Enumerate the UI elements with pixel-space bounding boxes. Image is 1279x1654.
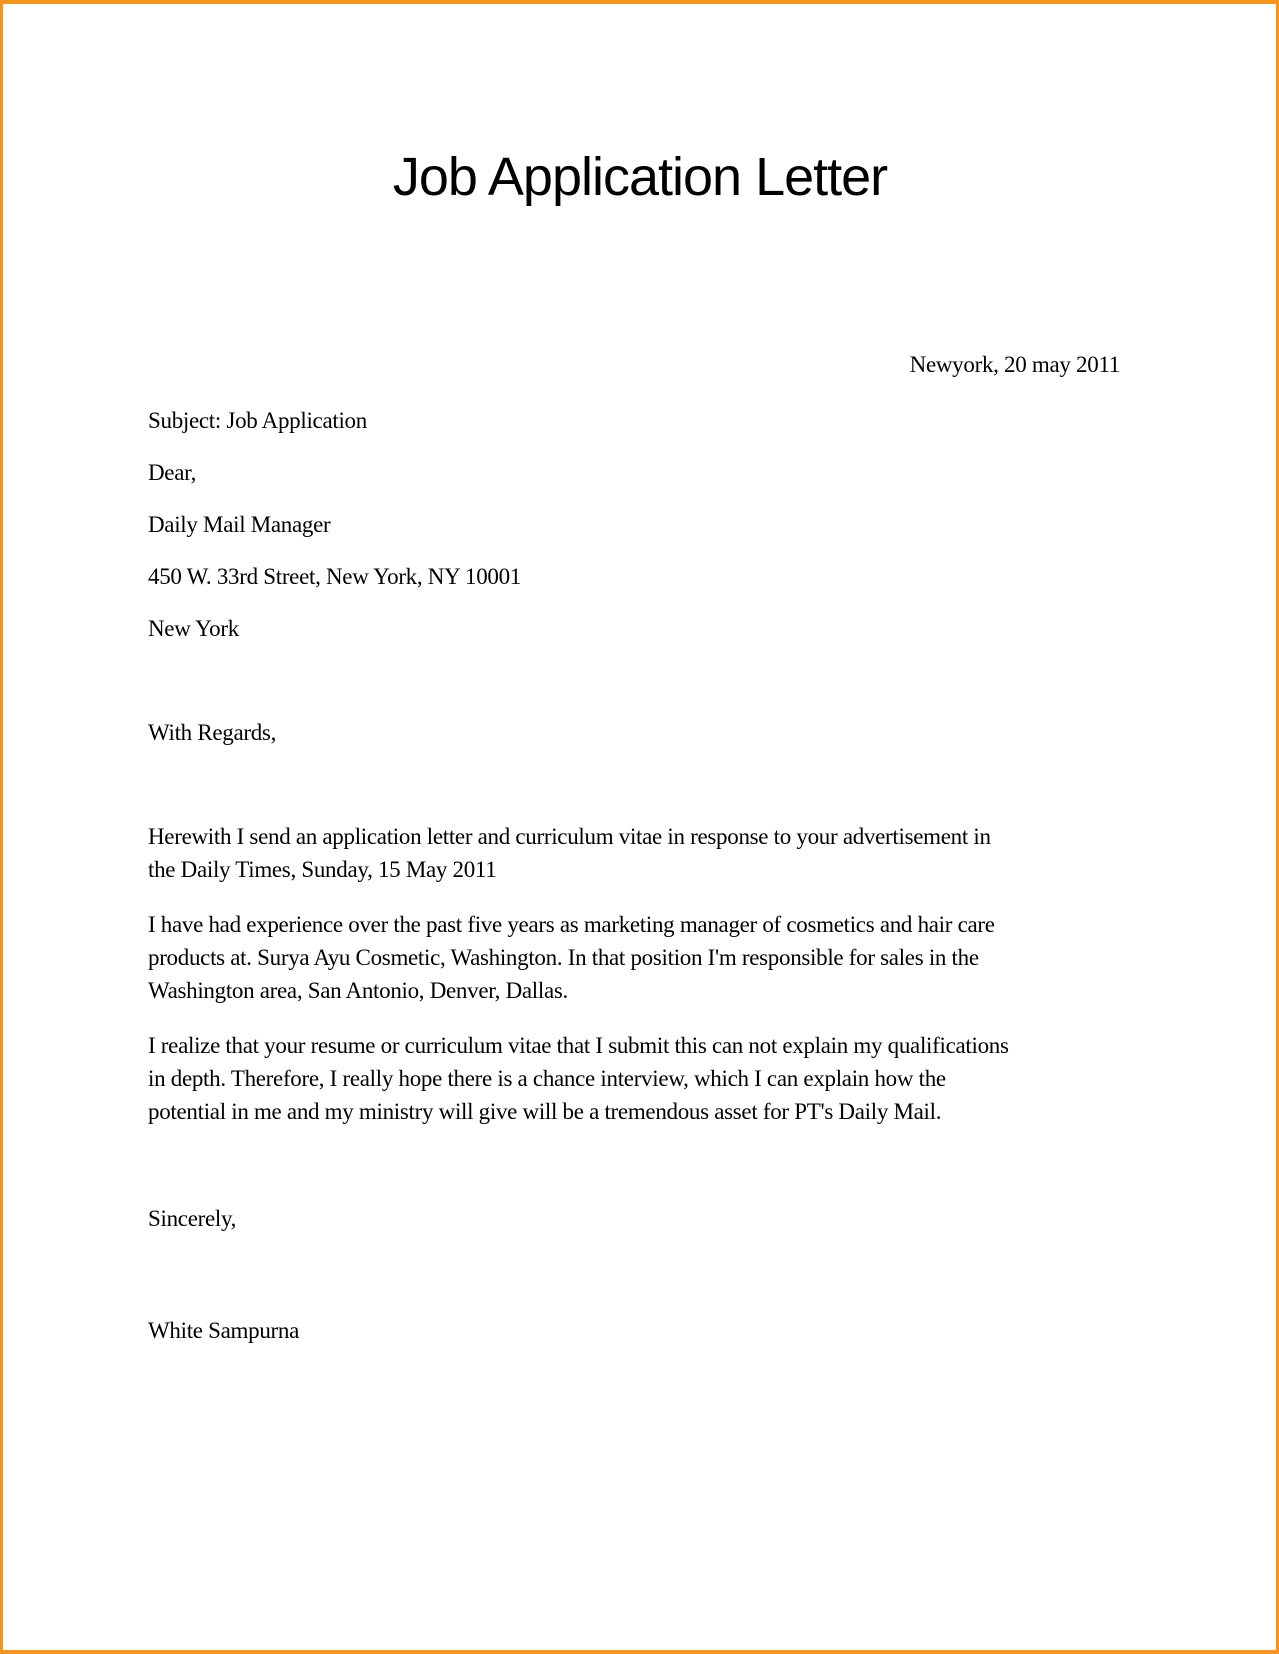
paragraph-line: the Daily Times, Sunday, 15 May 2011 — [148, 857, 497, 883]
date-line: Newyork, 20 may 2011 — [909, 352, 1120, 378]
closing-line: Sincerely, — [148, 1206, 237, 1232]
recipient-block — [148, 404, 1132, 645]
spacer — [148, 1254, 1132, 1314]
recipient-name-line: Daily Mail Manager — [148, 512, 331, 538]
regards-line: With Regards, — [148, 720, 277, 746]
paragraph-line: in depth. Therefore, I really hope there is a chance interview, which I can explain how the — [148, 1066, 946, 1092]
signature-name: White Sampurna — [148, 1318, 300, 1344]
spacer — [148, 768, 1132, 820]
recipient-city-line: New York — [148, 616, 239, 642]
paragraph-line: products at. Surya Ayu Cosmetic, Washington. In that position I'm responsible for sales in the — [148, 945, 979, 971]
body-paragraph-3 — [148, 1029, 1132, 1128]
spacer — [148, 664, 1132, 716]
paragraph-line: I realize that your resume or curriculum vitae that I submit this can not explain my qualifications — [148, 1033, 1009, 1059]
page-title: Job Application Letter — [392, 147, 888, 207]
recipient-street-line: 450 W. 33rd Street, New York, NY 10001 — [148, 564, 521, 590]
paragraph-line: Herewith I send an application letter and curriculum vitae in response to your advertisement in — [148, 824, 991, 850]
paragraph-line: potential in me and my ministry will give will be a tremendous asset for PT's Daily Mail. — [148, 1099, 942, 1125]
letter-content — [3, 4, 1276, 1347]
body-paragraph-2 — [148, 908, 1132, 1007]
salutation-dear-line: Dear, — [148, 460, 197, 486]
spacer — [148, 1150, 1132, 1202]
body-paragraph-1 — [148, 820, 1132, 886]
paragraph-line: Washington area, San Antonio, Denver, Dallas. — [148, 978, 568, 1004]
paragraph-line: I have had experience over the past five years as marketing manager of cosmetics and hair care — [148, 912, 995, 938]
subject-line: Subject: Job Application — [148, 408, 367, 434]
